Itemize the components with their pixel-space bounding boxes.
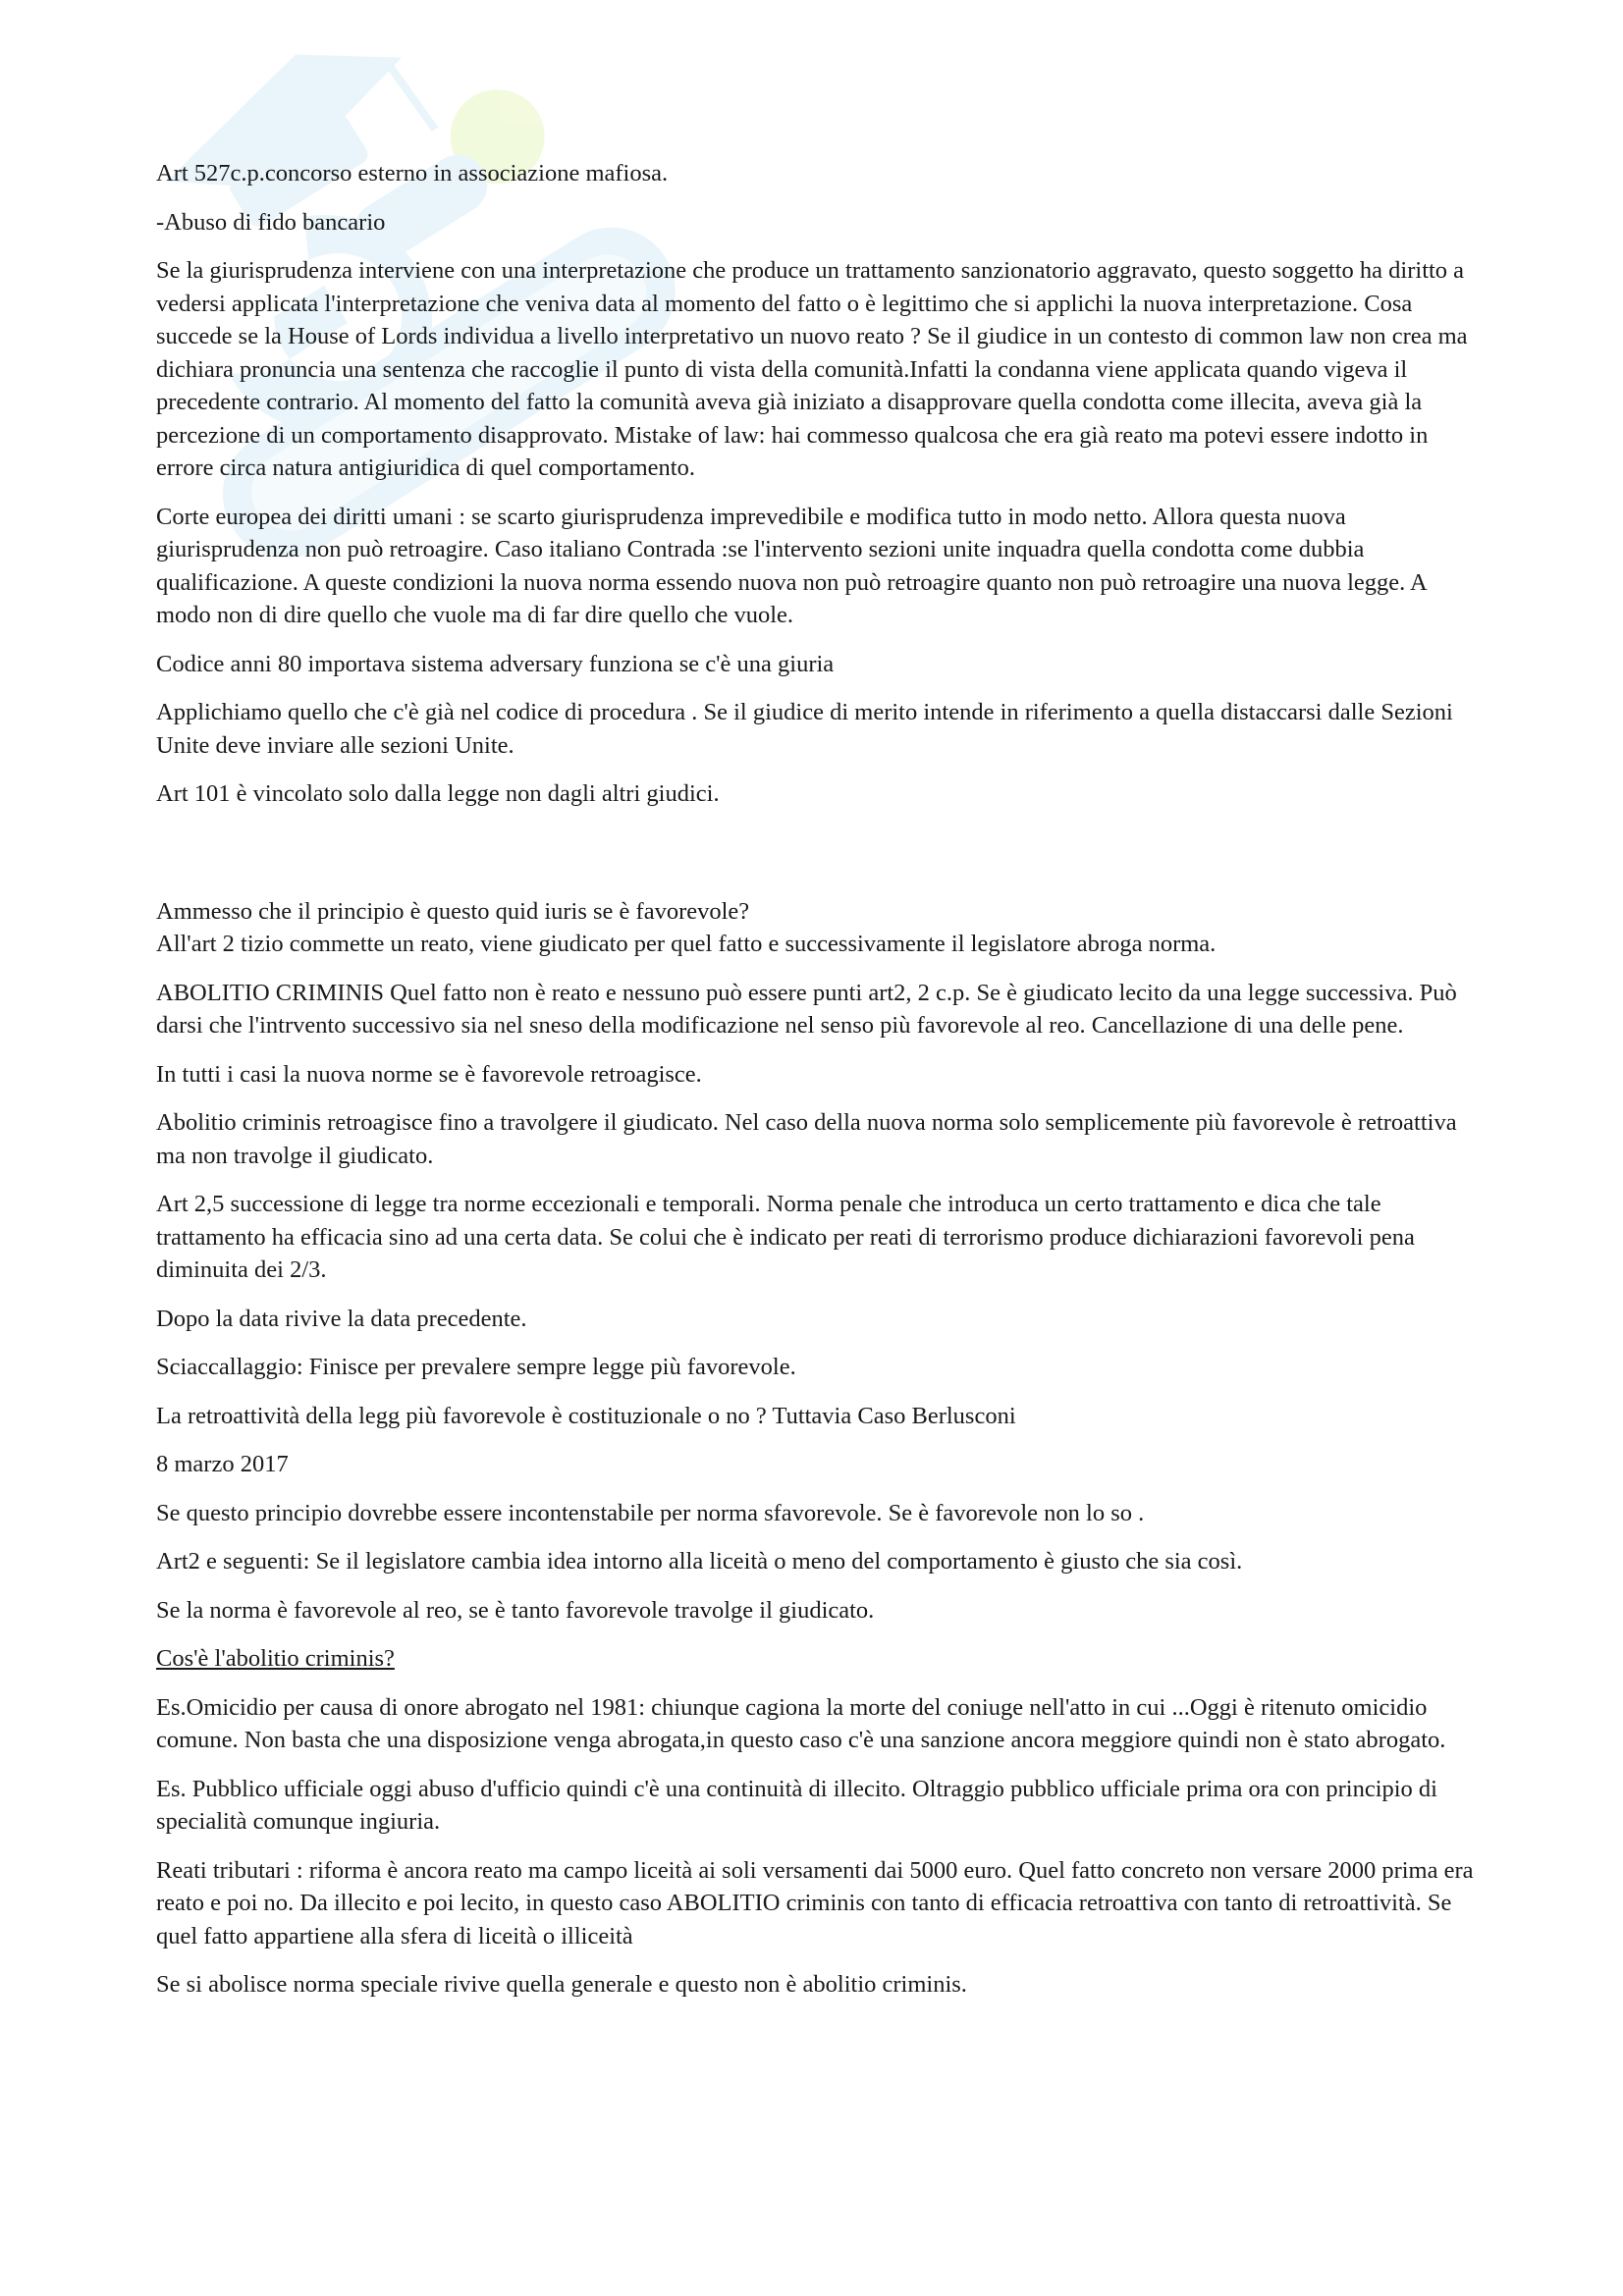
date-heading: 8 marzo 2017: [156, 1451, 289, 1477]
paragraph-nuova-norme: In tutti i casi la nuova norme se è favorevole retroagisce.: [156, 1060, 702, 1088]
paragraph-art-527: Art 527c.p.concorso esterno in associazione mafiosa.: [156, 160, 669, 187]
paragraph-principio: Se questo principio dovrebbe essere incontenstabile per norma sfavorevole. Se è favorevole non lo so .: [156, 1499, 1145, 1526]
paragraph-art-2-tizio: All'art 2 tizio commette un reato, viene giudicato per quel fatto e successivamente il legislatore abroga norma.: [156, 931, 1217, 957]
blank-gap: [156, 827, 1482, 895]
paragraph-art2-seguenti: Art2 e seguenti: Se il legislatore cambia idea intorno alla liceità o meno del comportamento è giusto che sia così.: [156, 1548, 1243, 1575]
paragraph-quid-iuris: Ammesso che il principio è questo quid iuris se è favorevole?: [156, 897, 750, 925]
paragraph-codice-procedura: Applichiamo quello che c'è già nel codice di procedura . Se il giudice di merito intende in riferimento a quella distaccarsi dalle Sezioni Unite deve inviare alle sezioni Unite.: [156, 699, 1453, 759]
section-heading-abolitio: Cos'è l'abolitio criminis?: [156, 1645, 395, 1672]
document-page: [156, 157, 1482, 2017]
paragraph-pubblico-ufficiale: Es. Pubblico ufficiale oggi abuso d'ufficio quindi c'è una continuità di illecito. Oltraggio pubblico ufficiale prima ora con principio di specialità comunque ingiuria.: [156, 1775, 1437, 1835]
paragraph-abolitio-criminis: ABOLITIO CRIMINIS Quel fatto non è reato e nessuno può essere punti art2, 2 c.p. Se è giudicato lecito da una legge successiva. Può darsi che l'intrvento successivo sia nel sneso della modificazione nel senso più favorevole al reo. Cancellazione di una delle pene.: [156, 979, 1457, 1039]
paragraph-reati-tributari: Reati tributari : riforma è ancora reato ma campo liceità ai soli versamenti dai 5000 euro. Quel fatto concreto non versare 2000 prima era reato e poi no. Da illecito e poi lecito, in questo caso ABOLITIO criminis con tanto di efficacia retroattiva con tanto di retroattività. Se quel fatto appartiene alla sfera di liceità o illiceità: [156, 1856, 1474, 1949]
paragraph-codice-anni-80: Codice anni 80 importava sistema adversary funziona se c'è una giuria: [156, 650, 835, 677]
paragraph-retroattivita: La retroattività della legg più favorevole è costituzionale o no ? Tuttavia Caso Berlusconi: [156, 1402, 1016, 1429]
paragraph-dopo-data: Dopo la data rivive la data precedente.: [156, 1305, 527, 1332]
paragraph-travolgere-giudicato: Abolitio criminis retroagisce fino a travolgere il giudicato. Nel caso della nuova norma solo semplicemente più favorevole è retroattiva ma non travolge il giudicato.: [156, 1109, 1457, 1169]
paragraph-abuso-fido: -Abuso di fido bancario: [156, 208, 386, 236]
paragraph-art-2-5: Art 2,5 successione di legge tra norme eccezionali e temporali. Norma penale che introduca un certo trattamento e dica che tale trattamento ha efficacia sino ad una certa data. Se colui che è indicato per reati di terrorismo produce dichiarazioni favorevoli pena diminuita dei 2/3.: [156, 1191, 1415, 1283]
paragraph-giurisprudenza: Se la giurisprudenza interviene con una interpretazione che produce un trattamento sanzionatorio aggravato, questo soggetto ha diritto a vedersi applicata l'interpretazione che veniva data al momento del fatto o è legittimo che si applichi la nuova interpretazione. Cosa succede se la House of Lords individua a livello interpretativo un nuovo reato ? Se il giudice in un contesto di common law non crea ma dichiara pronuncia una sentenza che raccoglie il punto di vista della comunità.Infatti la condanna viene applicata quando vigeva il precedente contrario. Al momento del fatto la comunità aveva già iniziato a disapprovare quella condotta come illecita, aveva già la percezione di un comportamento disapprovato. Mistake of law: hai commesso qualcosa che era già reato ma potevi essere indotto in errore circa natura antigiuridica di quel comportamento.: [156, 257, 1468, 481]
paragraph-corte-europea: Corte europea dei diritti umani : se scarto giurisprudenza imprevedibile e modifica tutto in modo netto. Allora questa nuova giurisprudenza non può retroagire. Caso italiano Contrada :se l'intervento sezioni unite inquadra quella condotta come dubbia qualificazione. A queste condizioni la nuova norma essendo nuova non può retroagire quanto non può retroagire una nuova legge. A modo non di dire quello che vuole ma di far dire quello che vuole.: [156, 503, 1427, 628]
paragraph-norma-speciale: Se si abolisce norma speciale rivive quella generale e questo non è abolitio criminis.: [156, 1971, 967, 1998]
paragraph-sciaccallaggio: Sciaccallaggio: Finisce per prevalere sempre legge più favorevole.: [156, 1354, 796, 1380]
paragraph-omicidio-onore: Es.Omicidio per causa di onore abrogato nel 1981: chiunque cagiona la morte del coniuge nell'atto in cui ...Oggi è ritenuto omicidio comune. Non basta che una disposizione venga abrogata,in questo caso c'è una sanzione ancora meggiore quindi non è stato abrogato.: [156, 1693, 1446, 1753]
paragraph-favorevole-reo: Se la norma è favorevole al reo, se è tanto favorevole travolge il giudicato.: [156, 1596, 875, 1624]
paragraph-art-101: Art 101 è vincolato solo dalla legge non dagli altri giudici.: [156, 780, 720, 807]
